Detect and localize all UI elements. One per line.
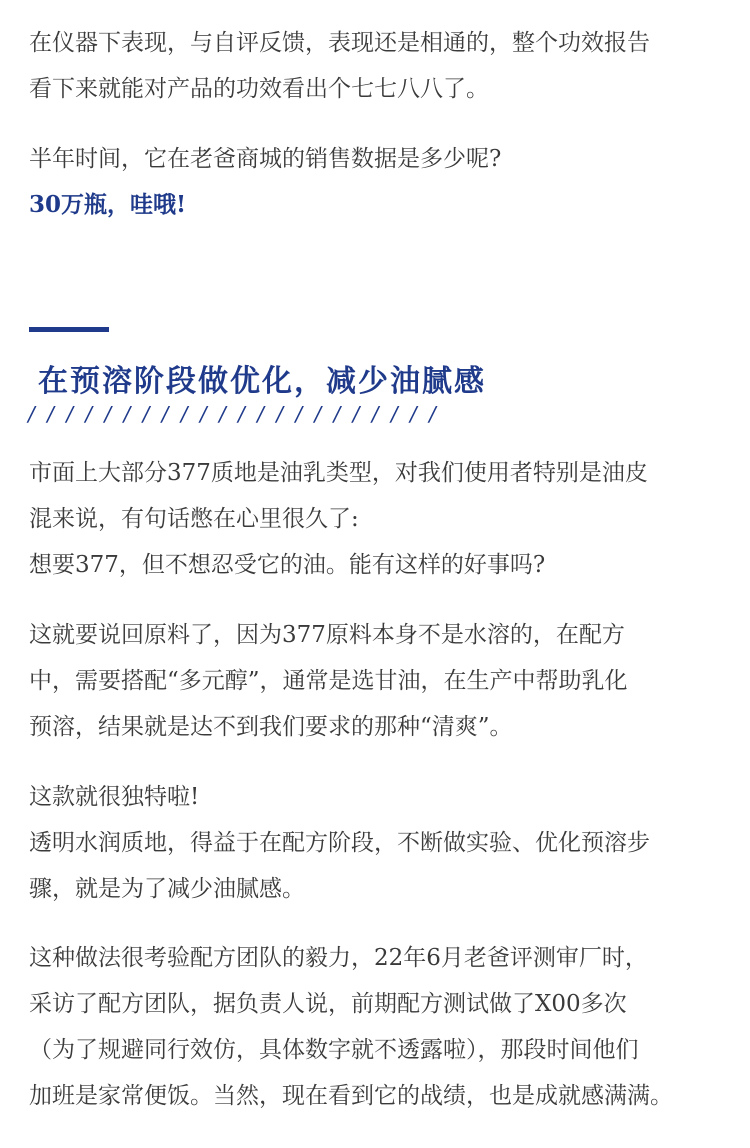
text-line: 预溶，结果就是达不到我们要求的那种“清爽”。 <box>29 714 513 740</box>
text-line: （为了规避同行效仿，具体数字就不透露啦），那段时间他们 <box>29 1037 639 1063</box>
text-line: 想要377，但不想忍受它的油。能有这样的好事吗? <box>29 552 546 578</box>
paragraph-oil-texture <box>29 450 729 588</box>
text-line: 这种做法很考验配方团队的毅力，22年6月老爸评测审厂时， <box>29 945 648 971</box>
text-line: 中，需要搭配“多元醇”，通常是选甘油，在生产中帮助乳化 <box>29 668 628 694</box>
paragraph-raw-material <box>29 612 729 750</box>
paragraph-efficacy-report <box>29 20 729 112</box>
text-line: 看下来就能对产品的功效看出个七七八八了。 <box>29 76 489 102</box>
text-line: 透明水润质地，得益于在配方阶段，不断做实验、优化预溶步 <box>29 830 650 856</box>
text-line: 这就要说回原料了，因为377原料本身不是水溶的，在配方 <box>29 622 625 648</box>
section-divider: / / / / / / / / / / / / / / / / / / / / / / <box>28 402 439 426</box>
text-line: 混来说，有句话憋在心里很久了: <box>29 506 359 532</box>
text-line: 市面上大部分377质地是油乳类型，对我们使用者特别是油皮 <box>29 460 648 486</box>
section-title: 在预溶阶段做优化，减少油腻感 <box>38 364 486 399</box>
text-line: 采访了配方团队，据负责人说，前期配方测试做了X00多次 <box>29 991 627 1017</box>
section-accent-bar <box>29 327 109 332</box>
paragraph-formula-team <box>29 935 729 1119</box>
paragraph-sales <box>29 136 729 228</box>
text-line: 骤，就是为了减少油腻感。 <box>29 876 305 902</box>
text-line: 这款就很独特啦! <box>29 784 200 810</box>
paragraph-unique-texture <box>29 774 729 912</box>
sales-question: 半年时间，它在老爸商城的销售数据是多少呢? <box>29 146 502 172</box>
text-line: 在仪器下表现，与自评反馈，表现还是相通的，整个功效报告 <box>29 30 650 56</box>
sales-answer: 30万瓶，哇哦! <box>29 191 187 218</box>
text-line: 加班是家常便饭。当然，现在看到它的战绩，也是成就感满满。 <box>29 1083 673 1109</box>
